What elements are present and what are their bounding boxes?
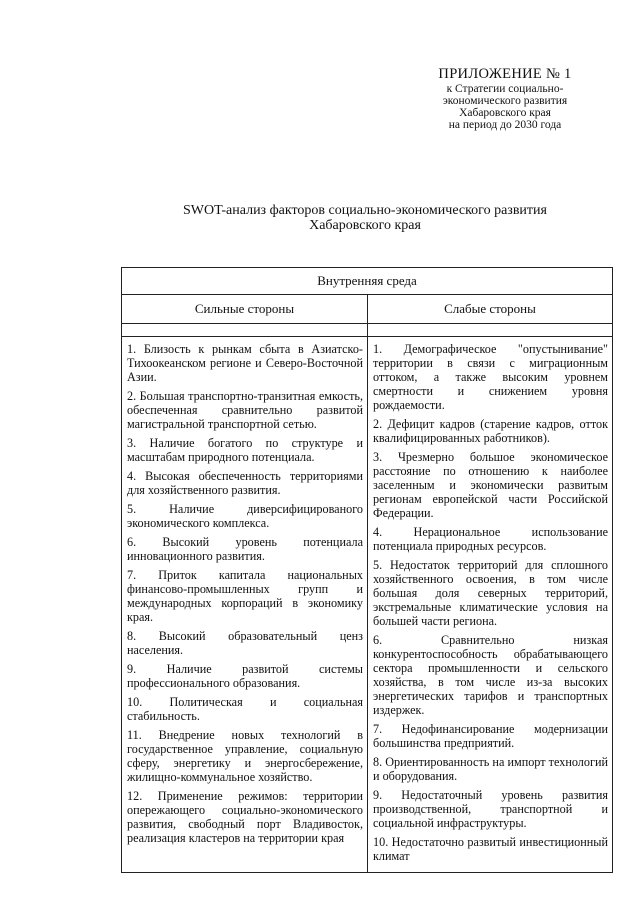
strength-item: 8. Высокий образовательный ценз населения. xyxy=(127,629,363,657)
strength-item: 6. Высокий уровень потенциала инновационного развития. xyxy=(127,535,363,563)
strength-item: 4. Высокая обеспеченность территориями для хозяйственного развития. xyxy=(127,469,363,497)
appendix-line: к Стратегии социально- xyxy=(446,83,564,95)
strengths-header: Сильные стороны xyxy=(122,295,368,324)
strengths-cell xyxy=(122,337,368,873)
weaknesses-cell xyxy=(368,337,613,873)
strength-item: 5. Наличие диверсифицированого экономического комплекса. xyxy=(127,502,363,530)
appendix-line: Хабаровского края xyxy=(459,107,551,119)
spacer-cell xyxy=(368,324,613,337)
swot-table xyxy=(121,267,613,873)
document-title-line: SWOT-анализ факторов социально-экономического развития xyxy=(183,203,547,218)
weakness-item: 1. Демографическое "опустынивание" территории в связи с миграционным оттоком, а также высоким уровнем смертности и снижением уровня рождаемости. xyxy=(373,342,608,412)
strength-item: 7. Приток капитала национальных финансово-промышленных групп и международных корпораций в экономику края. xyxy=(127,568,363,624)
weakness-item: 2. Дефицит кадров (старение кадров, отток квалифицированных работников). xyxy=(373,417,608,445)
weakness-item: 10. Недостаточно развитый инвестиционный климат xyxy=(373,835,608,863)
appendix-title: ПРИЛОЖЕНИЕ № 1 xyxy=(438,66,572,82)
weakness-item: 5. Недостаток территорий для сплошного хозяйственного освоения, в том числе большая доля северных территорий, экстремальные климатические условия на большей части региона. xyxy=(373,558,608,628)
weakness-item: 4. Нерациональное использование потенциала природных ресурсов. xyxy=(373,525,608,553)
appendix-line: на период до 2030 года xyxy=(448,119,562,131)
weakness-item: 8. Ориентированность на импорт технологий и оборудования. xyxy=(373,755,608,783)
document-title-line: Хабаровского края xyxy=(309,218,421,233)
strength-item: 11. Внедрение новых технологий в государственное управление, социальную сферу, энергетику и энергосбережение, жилищно-коммунальное хозяйство. xyxy=(127,728,363,784)
strength-item: 10. Политическая и социальная стабильность. xyxy=(127,695,363,723)
document-title xyxy=(120,203,610,233)
internal-environment-header: Внутренняя среда xyxy=(122,268,613,295)
strength-item: 3. Наличие богатого по структуре и масштабам природного потенциала. xyxy=(127,436,363,464)
weakness-item: 9. Недостаточный уровень развития производственной, транспортной и социальной инфраструктуры. xyxy=(373,788,608,830)
weakness-item: 6. Сравнительно низкая конкурентоспособность обрабатывающего сектора промышленности и сельского хозяйства, в том числе из-за высоких энергетических тарифов и транспортных издержек. xyxy=(373,633,608,717)
appendix-block xyxy=(430,66,580,131)
weaknesses-header: Слабые стороны xyxy=(368,295,613,324)
appendix-line: экономического развития xyxy=(442,95,568,107)
weakness-item: 7. Недофинансирование модернизации большинства предприятий. xyxy=(373,722,608,750)
strength-item: 1. Близость к рынкам сбыта в Азиатско-Тихоокеанском регионе и Северо-Восточной Азии. xyxy=(127,342,363,384)
strength-item: 9. Наличие развитой системы профессионального образования. xyxy=(127,662,363,690)
strength-item: 12. Применение режимов: территории опережающего социально-экономического развития, свободный порт Владивосток, реализация кластеров на территории края xyxy=(127,789,363,845)
weakness-item: 3. Чрезмерно большое экономическое расстояние по отношению к наиболее заселенным и экономически развитым регионам европейской части Российской Федерации. xyxy=(373,450,608,520)
spacer-cell xyxy=(122,324,368,337)
strength-item: 2. Большая транспортно-транзитная емкость, обеспеченная сравнительно развитой магистральной транспортной сетью. xyxy=(127,389,363,431)
